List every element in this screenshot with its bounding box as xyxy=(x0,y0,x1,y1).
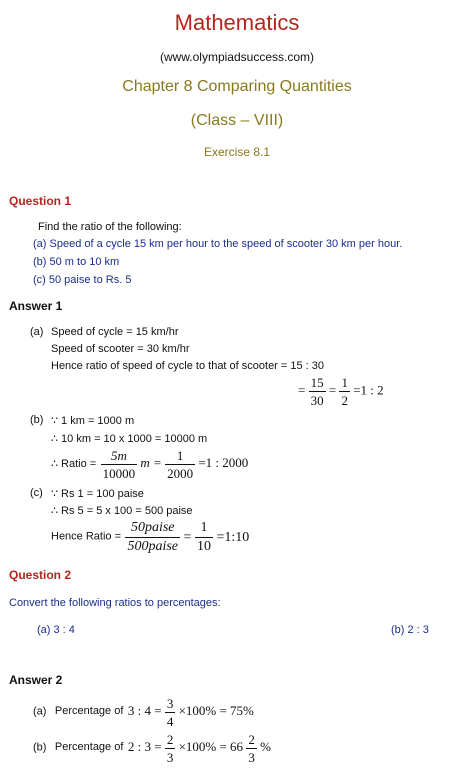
fraction-denominator: 2000 xyxy=(167,466,194,481)
answer-2a-equation xyxy=(33,697,254,728)
fraction-numerator: 1 xyxy=(165,449,195,465)
answer-1c-label: (c) xyxy=(30,487,43,499)
answer-1a-line-1: Speed of cycle = 15 km/hr xyxy=(51,326,179,338)
fraction-numerator: 50paise xyxy=(125,521,180,538)
question-2-prompt: Convert the following ratios to percentages: xyxy=(9,597,221,609)
ratio-expression: 2 : 3 = xyxy=(127,739,162,755)
fraction-numerator: 2 xyxy=(166,732,174,747)
fraction xyxy=(309,376,326,407)
answer-2b-text: Percentage of xyxy=(54,741,124,754)
fraction-numerator: 5m xyxy=(101,449,138,465)
answer-1b-line-1: ∵ 1 km = 1000 m xyxy=(51,415,135,427)
equation-tail: ×100% = 66 xyxy=(178,739,244,755)
fraction-denominator: 3 xyxy=(248,750,255,765)
answer-1a-equation: = $\frac{15}{30}$ = $\frac{1}{2}$ =1 : 2 xyxy=(298,375,384,408)
class-title: (Class – VIII) xyxy=(190,112,284,129)
ratio-label: Hence Ratio = xyxy=(51,530,122,543)
percent-sign: % xyxy=(260,739,271,755)
answer-1a-line-2: Speed of scooter = 30 km/hr xyxy=(51,343,190,355)
question-1-part-a: (a) Speed of a cycle 15 km per hour to the speed of scooter 30 km per hour. xyxy=(33,238,403,250)
fraction xyxy=(101,449,138,480)
website-text: (www.olympiadsuccess.com) xyxy=(159,50,315,64)
fraction xyxy=(339,376,350,407)
fraction-numerator: 1 xyxy=(341,375,348,390)
fraction-numerator: 15 xyxy=(310,375,324,390)
question-2-part-b: (b) 2 : 3 xyxy=(391,624,429,636)
ratio-label: ∴ Ratio = xyxy=(51,457,97,470)
answer-1-heading: Answer 1 xyxy=(9,299,63,313)
fraction-numerator: 3 xyxy=(166,696,174,711)
answer-1b-label: (b) xyxy=(30,414,44,426)
fraction-denominator: 500paise xyxy=(127,539,179,554)
answer-1a-label: (a) xyxy=(30,326,44,338)
fraction xyxy=(195,521,213,554)
equation-tail: ×100% = 75% xyxy=(178,703,254,719)
equation-mid: m = xyxy=(140,455,162,471)
equation-tail: =1 : 2000 xyxy=(198,455,249,471)
equation-tail: =1 : 2 xyxy=(353,382,384,398)
question-2-part-a: (a) 3 : 4 xyxy=(37,624,75,636)
question-1-heading: Question 1 xyxy=(9,194,72,208)
fraction xyxy=(165,733,176,764)
chapter-title: Chapter 8 Comparing Quantities xyxy=(122,78,352,95)
answer-2b-label: (b) xyxy=(33,741,47,754)
subject-title: Mathematics xyxy=(174,10,300,35)
fraction-denominator: 2 xyxy=(341,393,348,408)
question-2-heading: Question 2 xyxy=(9,568,72,582)
fraction-denominator: 10 xyxy=(196,539,211,554)
fraction-denominator: 4 xyxy=(166,714,174,729)
equation-tail: =1:10 xyxy=(216,529,250,545)
answer-1c-equation: Hence Ratio = $\frac{\text{50paise}}{\text{500paise}}$ = $\frac{1}{10}$ =1:10 xyxy=(51,520,250,554)
answer-2a-label: (a) xyxy=(33,705,47,718)
fraction xyxy=(165,697,176,728)
fraction-denominator: 10000 xyxy=(102,466,136,481)
fraction xyxy=(165,449,195,480)
answer-1a-line-3: Hence ratio of speed of cycle to that of scooter = 15 : 30 xyxy=(51,360,325,372)
question-1-part-c: (c) 50 paise to Rs. 5 xyxy=(33,274,132,286)
answer-1c-line-2: ∴ Rs 5 = 5 x 100 = 500 paise xyxy=(51,505,193,517)
fraction-numerator: 1 xyxy=(195,521,213,538)
answer-2b-equation xyxy=(33,733,271,764)
answer-1b-equation xyxy=(51,449,248,480)
fraction-denominator: 30 xyxy=(310,393,324,408)
exercise-title: Exercise 8.1 xyxy=(203,145,271,159)
answer-1c-line-1: ∵ Rs 1 = 100 paise xyxy=(51,488,144,500)
answer-1b-line-2: ∴ 10 km = 10 x 1000 = 10000 m xyxy=(51,433,208,445)
answer-2a-text: Percentage of xyxy=(54,705,124,718)
fraction xyxy=(125,521,180,554)
mixed-fraction xyxy=(246,733,257,764)
question-1-part-b: (b) 50 m to 10 km xyxy=(33,256,120,268)
equation-lead: = xyxy=(298,382,306,398)
question-1-prompt: Find the ratio of the following: xyxy=(38,221,182,233)
fraction-denominator: 3 xyxy=(166,750,174,765)
ratio-expression: 3 : 4 = xyxy=(127,703,162,719)
fraction-numerator: 2 xyxy=(248,732,255,747)
answer-2-heading: Answer 2 xyxy=(9,673,63,687)
